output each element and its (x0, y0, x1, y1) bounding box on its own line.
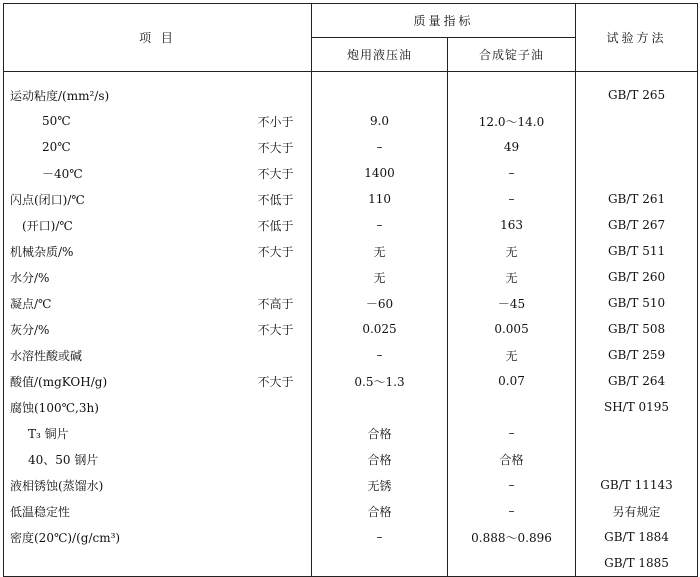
row-limit (256, 264, 312, 290)
spacer-row (4, 72, 698, 83)
row-value-a: 合格 (312, 498, 448, 524)
table-row (4, 472, 698, 498)
row-value-b: －45 (448, 290, 576, 316)
quality-spec-table (3, 3, 698, 577)
row-value-b: 无 (448, 238, 576, 264)
row-test-method: GB/T 11143 (576, 472, 698, 498)
row-name: 密度(20℃)/(g/cm³) (4, 524, 256, 550)
row-test-method: GB/T 260 (576, 264, 698, 290)
header-col-a: 炮用液压油 (312, 38, 448, 72)
row-value-a: – (312, 134, 448, 160)
table-row (4, 238, 698, 264)
table-row (4, 446, 698, 472)
row-value-b (448, 82, 576, 108)
row-limit: 不小于 (256, 108, 312, 134)
table-row (4, 420, 698, 446)
row-value-a: 合格 (312, 420, 448, 446)
table-row (4, 264, 698, 290)
header-item: 项 目 (4, 4, 312, 72)
row-name: (开口)/℃ (4, 212, 256, 238)
row-value-b: 0.888～0.896 (448, 524, 576, 550)
row-value-b: – (448, 420, 576, 446)
row-value-b: 163 (448, 212, 576, 238)
row-limit: 不高于 (256, 290, 312, 316)
row-test-method: GB/T 508 (576, 316, 698, 342)
row-limit: 不大于 (256, 368, 312, 394)
row-limit (256, 498, 312, 524)
row-value-a: 无锈 (312, 472, 448, 498)
row-name: 闪点(闭口)/℃ (4, 186, 256, 212)
table-row (4, 134, 698, 160)
row-limit: 不大于 (256, 316, 312, 342)
table-row (4, 394, 698, 420)
row-value-a: 0.5～1.3 (312, 368, 448, 394)
row-value-b: 无 (448, 264, 576, 290)
row-name (4, 550, 256, 577)
table-row (4, 368, 698, 394)
row-value-b: 49 (448, 134, 576, 160)
table-row (4, 342, 698, 368)
header-col-b: 合成锭子油 (448, 38, 576, 72)
row-test-method (576, 420, 698, 446)
row-value-b (448, 550, 576, 577)
row-limit (256, 394, 312, 420)
row-value-a: 110 (312, 186, 448, 212)
table-row (4, 550, 698, 577)
row-name: 运动粘度/(mm²/s) (4, 82, 256, 108)
row-test-method (576, 446, 698, 472)
row-name: 凝点/℃ (4, 290, 256, 316)
row-value-a: 合格 (312, 446, 448, 472)
row-limit (256, 446, 312, 472)
row-test-method: GB/T 1884 (576, 524, 698, 550)
row-name: 灰分/% (4, 316, 256, 342)
row-test-method: GB/T 265 (576, 82, 698, 108)
row-test-method: GB/T 510 (576, 290, 698, 316)
row-value-a: 9.0 (312, 108, 448, 134)
row-test-method: GB/T 511 (576, 238, 698, 264)
row-value-a (312, 550, 448, 577)
row-test-method: GB/T 1885 (576, 550, 698, 577)
header-test-method: 试验方法 (576, 4, 698, 72)
row-test-method: 另有规定 (576, 498, 698, 524)
row-test-method: SH/T 0195 (576, 394, 698, 420)
table-body (4, 72, 698, 577)
row-value-a: 无 (312, 238, 448, 264)
row-test-method: GB/T 267 (576, 212, 698, 238)
row-name: 水分/% (4, 264, 256, 290)
row-value-b (448, 394, 576, 420)
row-value-b: – (448, 186, 576, 212)
row-value-b: 12.0～14.0 (448, 108, 576, 134)
row-value-b: – (448, 498, 576, 524)
row-name: －40℃ (4, 160, 256, 186)
row-value-b: – (448, 160, 576, 186)
row-value-a: – (312, 342, 448, 368)
row-value-a (312, 82, 448, 108)
table-row (4, 498, 698, 524)
row-value-b: – (448, 472, 576, 498)
table-row (4, 160, 698, 186)
table-row (4, 290, 698, 316)
row-value-b: 0.005 (448, 316, 576, 342)
row-limit (256, 420, 312, 446)
table-row (4, 186, 698, 212)
row-limit: 不大于 (256, 160, 312, 186)
row-limit (256, 524, 312, 550)
row-name: T₃ 铜片 (4, 420, 256, 446)
row-test-method: GB/T 259 (576, 342, 698, 368)
row-name: 50℃ (4, 108, 256, 134)
row-value-a: – (312, 212, 448, 238)
row-name: 20℃ (4, 134, 256, 160)
row-value-a: 1400 (312, 160, 448, 186)
row-test-method (576, 134, 698, 160)
row-value-a: －60 (312, 290, 448, 316)
header-quality-index: 质量指标 (312, 4, 576, 38)
row-limit (256, 342, 312, 368)
row-limit: 不低于 (256, 212, 312, 238)
table-row (4, 82, 698, 108)
row-name: 酸值/(mgKOH/g) (4, 368, 256, 394)
row-name: 水溶性酸或碱 (4, 342, 256, 368)
row-limit: 不大于 (256, 238, 312, 264)
table-row (4, 524, 698, 550)
row-name: 液相锈蚀(蒸馏水) (4, 472, 256, 498)
table-row (4, 316, 698, 342)
row-test-method (576, 108, 698, 134)
row-name: 低温稳定性 (4, 498, 256, 524)
row-value-b: 合格 (448, 446, 576, 472)
row-value-b: 0.07 (448, 368, 576, 394)
row-value-a: 0.025 (312, 316, 448, 342)
row-limit: 不低于 (256, 186, 312, 212)
row-value-a (312, 394, 448, 420)
row-limit: 不大于 (256, 134, 312, 160)
row-test-method: GB/T 264 (576, 368, 698, 394)
table-row (4, 212, 698, 238)
row-limit (256, 550, 312, 577)
row-value-a: – (312, 524, 448, 550)
row-name: 机械杂质/% (4, 238, 256, 264)
row-value-b: 无 (448, 342, 576, 368)
table-row (4, 108, 698, 134)
row-value-a: 无 (312, 264, 448, 290)
row-name: 腐蚀(100℃,3h) (4, 394, 256, 420)
row-limit (256, 472, 312, 498)
row-test-method (576, 160, 698, 186)
row-limit (256, 82, 312, 108)
row-name: 40、50 钢片 (4, 446, 256, 472)
row-test-method: GB/T 261 (576, 186, 698, 212)
